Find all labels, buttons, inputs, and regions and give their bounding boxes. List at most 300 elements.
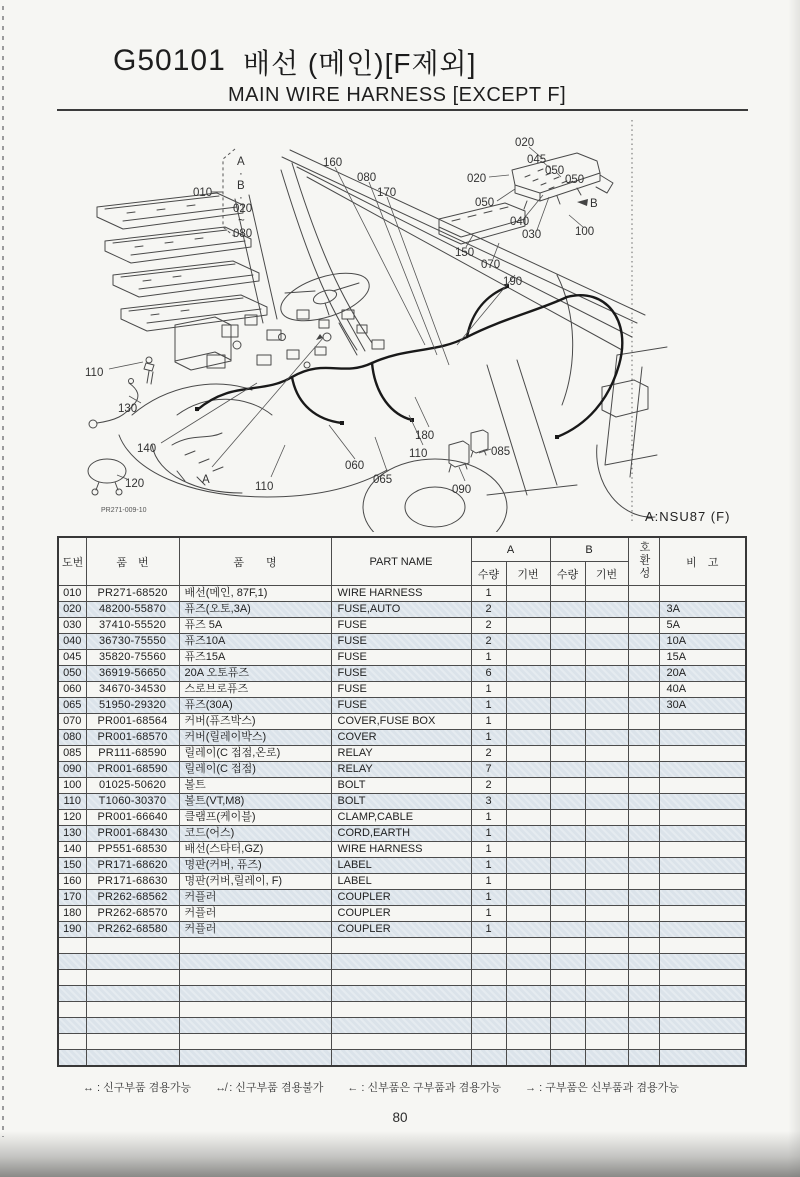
cell-cm <box>628 874 659 890</box>
cell-sb <box>585 746 628 762</box>
cell-qa: 1 <box>471 682 506 698</box>
legend-item: ← : 신부품은 구부품과 겸용가능 <box>347 1082 502 1094</box>
cell-qb <box>550 1018 585 1034</box>
cell-sb <box>585 810 628 826</box>
cell-note <box>659 586 746 602</box>
cell-fig: 040 <box>58 634 86 650</box>
col-header-compat: 호환성 <box>628 537 659 586</box>
cell-fig <box>58 1002 86 1018</box>
cell-part: PR271-68520 <box>86 586 179 602</box>
cell-note: 3A <box>659 602 746 618</box>
cell-fig <box>58 1018 86 1034</box>
cell-note <box>659 986 746 1002</box>
cell-part <box>86 986 179 1002</box>
callout-label: 110 <box>255 481 274 493</box>
callout-label: 130 <box>118 403 138 415</box>
cell-ko: 배선(메인, 87F,1) <box>179 586 331 602</box>
cell-qa: 6 <box>471 666 506 682</box>
cell-qa: 2 <box>471 778 506 794</box>
exploded-parts-diagram <box>57 115 748 532</box>
cell-part <box>86 1018 179 1034</box>
col-header-fig: 도번 <box>58 537 86 586</box>
cell-sa <box>506 954 550 970</box>
cell-sb <box>585 634 628 650</box>
cell-sa <box>506 682 550 698</box>
cell-cm <box>628 1050 659 1067</box>
cell-cm <box>628 970 659 986</box>
cell-sa <box>506 666 550 682</box>
cell-sa <box>506 650 550 666</box>
cell-fig <box>58 1050 86 1067</box>
cell-en: FUSE <box>331 618 471 634</box>
callout-label: 060 <box>345 460 365 472</box>
cell-ko: 명판(커버,릴레이, F) <box>179 874 331 890</box>
table-row <box>58 906 746 922</box>
callout-label: 110 <box>409 448 428 460</box>
cell-ko: 퓨즈10A <box>179 634 331 650</box>
col-header-part-name: PART NAME <box>331 537 471 586</box>
cell-en: COVER,FUSE BOX <box>331 714 471 730</box>
cell-qa: 1 <box>471 842 506 858</box>
cell-sa <box>506 794 550 810</box>
cell-qb <box>550 746 585 762</box>
callout-label: 180 <box>415 430 435 442</box>
cell-part: PR262-68580 <box>86 922 179 938</box>
cell-sa <box>506 826 550 842</box>
cell-note: 30A <box>659 698 746 714</box>
cell-qb <box>550 1050 585 1067</box>
cell-qb <box>550 698 585 714</box>
cell-cm <box>628 650 659 666</box>
cell-fig: 090 <box>58 762 86 778</box>
cell-cm <box>628 906 659 922</box>
callout-label: 160 <box>323 157 343 169</box>
legend-item: ↮ : 신구부품 겸용불가 <box>215 1082 324 1094</box>
scan-edge-left <box>2 6 4 1137</box>
cell-en: FUSE <box>331 634 471 650</box>
cell-cm <box>628 586 659 602</box>
doc-title-korean: 배선 (메인)[F제외] <box>243 48 477 79</box>
cell-qa: 7 <box>471 762 506 778</box>
cell-sa <box>506 1034 550 1050</box>
cell-sb <box>585 906 628 922</box>
cell-sa <box>506 986 550 1002</box>
cell-ko <box>179 1018 331 1034</box>
cell-fig: 180 <box>58 906 86 922</box>
cell-part <box>86 954 179 970</box>
cell-part: PP551-68530 <box>86 842 179 858</box>
callout-label: 110 <box>85 367 104 379</box>
table-row <box>58 650 746 666</box>
cell-en: COUPLER <box>331 890 471 906</box>
cell-qb <box>550 666 585 682</box>
callout-label: 170 <box>377 187 397 199</box>
cell-ko: 커플러 <box>179 906 331 922</box>
cell-ko <box>179 986 331 1002</box>
cell-qb <box>550 1002 585 1018</box>
cell-cm <box>628 938 659 954</box>
cell-sb <box>585 954 628 970</box>
callout-label: A <box>237 156 245 168</box>
parts-table-header <box>58 537 746 586</box>
cell-sa <box>506 698 550 714</box>
cell-qa: 1 <box>471 890 506 906</box>
cell-en: WIRE HARNESS <box>331 842 471 858</box>
cell-qa <box>471 986 506 1002</box>
cell-cm <box>628 634 659 650</box>
cell-qb <box>550 762 585 778</box>
callout-label: 050 <box>475 197 495 209</box>
cell-part: PR111-68590 <box>86 746 179 762</box>
callout-label: A <box>202 474 210 486</box>
cell-qa: 2 <box>471 618 506 634</box>
cell-cm <box>628 986 659 1002</box>
cell-qa: 2 <box>471 602 506 618</box>
col-header-name-ko: 품 명 <box>179 537 331 586</box>
cell-fig <box>58 970 86 986</box>
table-row-empty <box>58 1002 746 1018</box>
diagram-canvas <box>57 115 748 532</box>
cell-sb <box>585 1002 628 1018</box>
cell-sb <box>585 778 628 794</box>
cell-en <box>331 970 471 986</box>
cell-en: BOLT <box>331 778 471 794</box>
table-row <box>58 602 746 618</box>
table-row <box>58 762 746 778</box>
cell-cm <box>628 682 659 698</box>
cell-en: LABEL <box>331 874 471 890</box>
cell-sb <box>585 938 628 954</box>
cell-part: 34670-34530 <box>86 682 179 698</box>
cell-cm <box>628 1002 659 1018</box>
cell-sb <box>585 650 628 666</box>
callout-label: 040 <box>510 216 530 228</box>
cell-fig: 140 <box>58 842 86 858</box>
callout-label: 190 <box>503 276 523 288</box>
cell-ko: 명판(커버, 퓨즈) <box>179 858 331 874</box>
cell-en: CORD,EARTH <box>331 826 471 842</box>
page-number: 80 <box>392 1110 408 1125</box>
cell-part: PR001-68430 <box>86 826 179 842</box>
cell-en: COUPLER <box>331 906 471 922</box>
callout-label: 085 <box>491 446 511 458</box>
callout-label: · <box>239 192 243 204</box>
cell-fig: 045 <box>58 650 86 666</box>
cell-sb <box>585 1034 628 1050</box>
callout-label: 100 <box>575 226 595 238</box>
cell-qb <box>550 602 585 618</box>
cell-sa <box>506 714 550 730</box>
callout-label: 080 <box>357 172 377 184</box>
cell-ko: 커버(릴레이박스) <box>179 730 331 746</box>
cell-sb <box>585 794 628 810</box>
cell-part <box>86 1034 179 1050</box>
cell-sb <box>585 922 628 938</box>
cell-en: FUSE <box>331 666 471 682</box>
cell-sa <box>506 858 550 874</box>
cell-sa <box>506 938 550 954</box>
cell-ko: 배선(스타터,GZ) <box>179 842 331 858</box>
cell-part: T1060-30370 <box>86 794 179 810</box>
cell-sa <box>506 842 550 858</box>
cell-qa: 1 <box>471 730 506 746</box>
cell-sb <box>585 698 628 714</box>
callout-label: 010 <box>193 187 213 199</box>
cell-ko: 퓨즈(30A) <box>179 698 331 714</box>
cell-fig: 060 <box>58 682 86 698</box>
scan-shadow-bottom <box>0 1131 800 1177</box>
table-row <box>58 746 746 762</box>
table-row <box>58 634 746 650</box>
cell-sb <box>585 714 628 730</box>
cell-ko <box>179 970 331 986</box>
col-header-serial-a: 기번 <box>506 562 550 586</box>
cell-note <box>659 810 746 826</box>
cell-sa <box>506 618 550 634</box>
cell-qa: 1 <box>471 874 506 890</box>
cell-note <box>659 826 746 842</box>
table-row-empty <box>58 986 746 1002</box>
cell-qb <box>550 858 585 874</box>
cell-fig: 080 <box>58 730 86 746</box>
cell-qa <box>471 938 506 954</box>
cell-qa <box>471 954 506 970</box>
table-row <box>58 842 746 858</box>
table-row <box>58 586 746 602</box>
cell-qb <box>550 938 585 954</box>
legend-item: ↔ : 신구부품 겸용가능 <box>83 1082 192 1094</box>
cell-note: 5A <box>659 618 746 634</box>
cell-qa <box>471 1018 506 1034</box>
cell-ko: 릴레이(C 접점,온로) <box>179 746 331 762</box>
cell-qb <box>550 634 585 650</box>
cell-part: PR171-68630 <box>86 874 179 890</box>
cell-ko <box>179 1002 331 1018</box>
cell-note: 20A <box>659 666 746 682</box>
cell-sa <box>506 810 550 826</box>
cell-cm <box>628 666 659 682</box>
cell-cm <box>628 922 659 938</box>
cell-note <box>659 762 746 778</box>
cell-qb <box>550 650 585 666</box>
cell-fig: 150 <box>58 858 86 874</box>
cell-fig: 190 <box>58 922 86 938</box>
drawing-ref-label: PR271-009-10 <box>101 507 147 514</box>
cell-qa <box>471 970 506 986</box>
cell-fig: 130 <box>58 826 86 842</box>
doc-code: G50101 <box>113 44 226 77</box>
cell-part: 51950-29320 <box>86 698 179 714</box>
cell-qb <box>550 826 585 842</box>
cell-en <box>331 1050 471 1067</box>
left-arrow-icon: ← <box>347 1082 359 1094</box>
cell-fig: 065 <box>58 698 86 714</box>
cell-ko: 퓨즈15A <box>179 650 331 666</box>
cell-sb <box>585 602 628 618</box>
cell-part: 48200-55870 <box>86 602 179 618</box>
table-row <box>58 730 746 746</box>
both-arrow-icon: ↔ <box>83 1082 94 1094</box>
cell-qb <box>550 778 585 794</box>
cell-en <box>331 1002 471 1018</box>
cell-sb <box>585 986 628 1002</box>
table-row <box>58 778 746 794</box>
callout-label: 030 <box>522 229 542 241</box>
cell-cm <box>628 858 659 874</box>
cell-qa: 1 <box>471 906 506 922</box>
cell-cm <box>628 714 659 730</box>
cell-part <box>86 1050 179 1067</box>
cell-sa <box>506 762 550 778</box>
cell-en: FUSE,AUTO <box>331 602 471 618</box>
cell-note <box>659 938 746 954</box>
cell-note <box>659 906 746 922</box>
cell-ko: 커플러 <box>179 890 331 906</box>
callout-label: 080 <box>233 228 253 240</box>
callout-label: · <box>239 168 243 180</box>
cell-note <box>659 746 746 762</box>
table-row <box>58 826 746 842</box>
callout-label: 120 <box>125 478 145 490</box>
cell-ko: 코드(어스) <box>179 826 331 842</box>
cell-en: FUSE <box>331 682 471 698</box>
cell-part: 36730-75550 <box>86 634 179 650</box>
cell-en: BOLT <box>331 794 471 810</box>
cell-qa: 2 <box>471 746 506 762</box>
col-header-qty-b: 수량 <box>550 562 585 586</box>
cell-cm <box>628 954 659 970</box>
cell-note <box>659 922 746 938</box>
cell-fig <box>58 986 86 1002</box>
cell-ko <box>179 938 331 954</box>
cell-qa <box>471 1034 506 1050</box>
table-row <box>58 714 746 730</box>
table-row <box>58 874 746 890</box>
compatibility-legend <box>57 1079 748 1095</box>
table-row-empty <box>58 938 746 954</box>
cell-part: PR001-66640 <box>86 810 179 826</box>
cell-cm <box>628 618 659 634</box>
cell-qa <box>471 1002 506 1018</box>
cell-part: PR171-68620 <box>86 858 179 874</box>
cell-qb <box>550 618 585 634</box>
callout-label: 045 <box>527 154 547 166</box>
callout-label: 070 <box>481 259 501 271</box>
cell-sa <box>506 778 550 794</box>
cell-note <box>659 730 746 746</box>
cell-ko: 클램프(케이블) <box>179 810 331 826</box>
cell-sb <box>585 890 628 906</box>
cell-sb <box>585 874 628 890</box>
cell-qa: 1 <box>471 586 506 602</box>
cell-part: PR001-68564 <box>86 714 179 730</box>
cell-fig <box>58 938 86 954</box>
parts-table-body <box>58 586 746 1067</box>
cell-en: COVER <box>331 730 471 746</box>
cell-en: WIRE HARNESS <box>331 586 471 602</box>
cell-ko: 스로브로퓨즈 <box>179 682 331 698</box>
table-row-empty <box>58 970 746 986</box>
cell-note: 10A <box>659 634 746 650</box>
cell-en: FUSE <box>331 650 471 666</box>
cell-fig: 050 <box>58 666 86 682</box>
table-row <box>58 682 746 698</box>
cell-cm <box>628 1034 659 1050</box>
cell-qb <box>550 730 585 746</box>
cell-qb <box>550 986 585 1002</box>
cell-sa <box>506 1018 550 1034</box>
callout-label: 050 <box>545 165 565 177</box>
cell-fig: 160 <box>58 874 86 890</box>
cell-fig: 070 <box>58 714 86 730</box>
table-row-empty <box>58 1018 746 1034</box>
cell-cm <box>628 778 659 794</box>
cell-qb <box>550 922 585 938</box>
cell-fig: 020 <box>58 602 86 618</box>
cell-sa <box>506 586 550 602</box>
table-row <box>58 794 746 810</box>
bolt-icon <box>144 357 154 384</box>
cell-cm <box>628 890 659 906</box>
cell-note <box>659 874 746 890</box>
cell-en: COUPLER <box>331 922 471 938</box>
table-row-empty <box>58 954 746 970</box>
table-row-empty <box>58 1050 746 1067</box>
callout-label: ~ <box>238 215 245 227</box>
scan-edge-right <box>788 0 800 1177</box>
cell-sb <box>585 682 628 698</box>
cell-note: 15A <box>659 650 746 666</box>
cell-note <box>659 858 746 874</box>
cell-qb <box>550 906 585 922</box>
cell-part: 36919-56650 <box>86 666 179 682</box>
relay-icon <box>449 430 488 472</box>
parts-table <box>57 536 747 1067</box>
crossed-arrow-icon: ↮ <box>215 1082 227 1094</box>
cell-note <box>659 1050 746 1067</box>
cell-note <box>659 954 746 970</box>
cell-fig: 110 <box>58 794 86 810</box>
cell-note <box>659 842 746 858</box>
cell-en: LABEL <box>331 858 471 874</box>
cell-ko: 볼트(VT,M8) <box>179 794 331 810</box>
col-header-part-no: 품 번 <box>86 537 179 586</box>
cell-part: 37410-55520 <box>86 618 179 634</box>
cell-ko: 퓨즈(오토,3A) <box>179 602 331 618</box>
cell-sa <box>506 906 550 922</box>
cell-en <box>331 1018 471 1034</box>
callout-label: 020 <box>515 137 535 149</box>
cell-qa: 1 <box>471 714 506 730</box>
cell-ko <box>179 954 331 970</box>
cell-qa: 2 <box>471 634 506 650</box>
cell-qb <box>550 954 585 970</box>
cell-fig: 030 <box>58 618 86 634</box>
cell-qb <box>550 682 585 698</box>
callout-label: 150 <box>455 247 475 259</box>
cell-note <box>659 794 746 810</box>
cell-part: 35820-75560 <box>86 650 179 666</box>
cell-fig <box>58 954 86 970</box>
cell-qa: 1 <box>471 922 506 938</box>
cell-sb <box>585 666 628 682</box>
cell-cm <box>628 794 659 810</box>
cell-sb <box>585 1050 628 1067</box>
cell-cm <box>628 826 659 842</box>
cell-note <box>659 970 746 986</box>
cell-qa: 1 <box>471 858 506 874</box>
cell-note: 40A <box>659 682 746 698</box>
